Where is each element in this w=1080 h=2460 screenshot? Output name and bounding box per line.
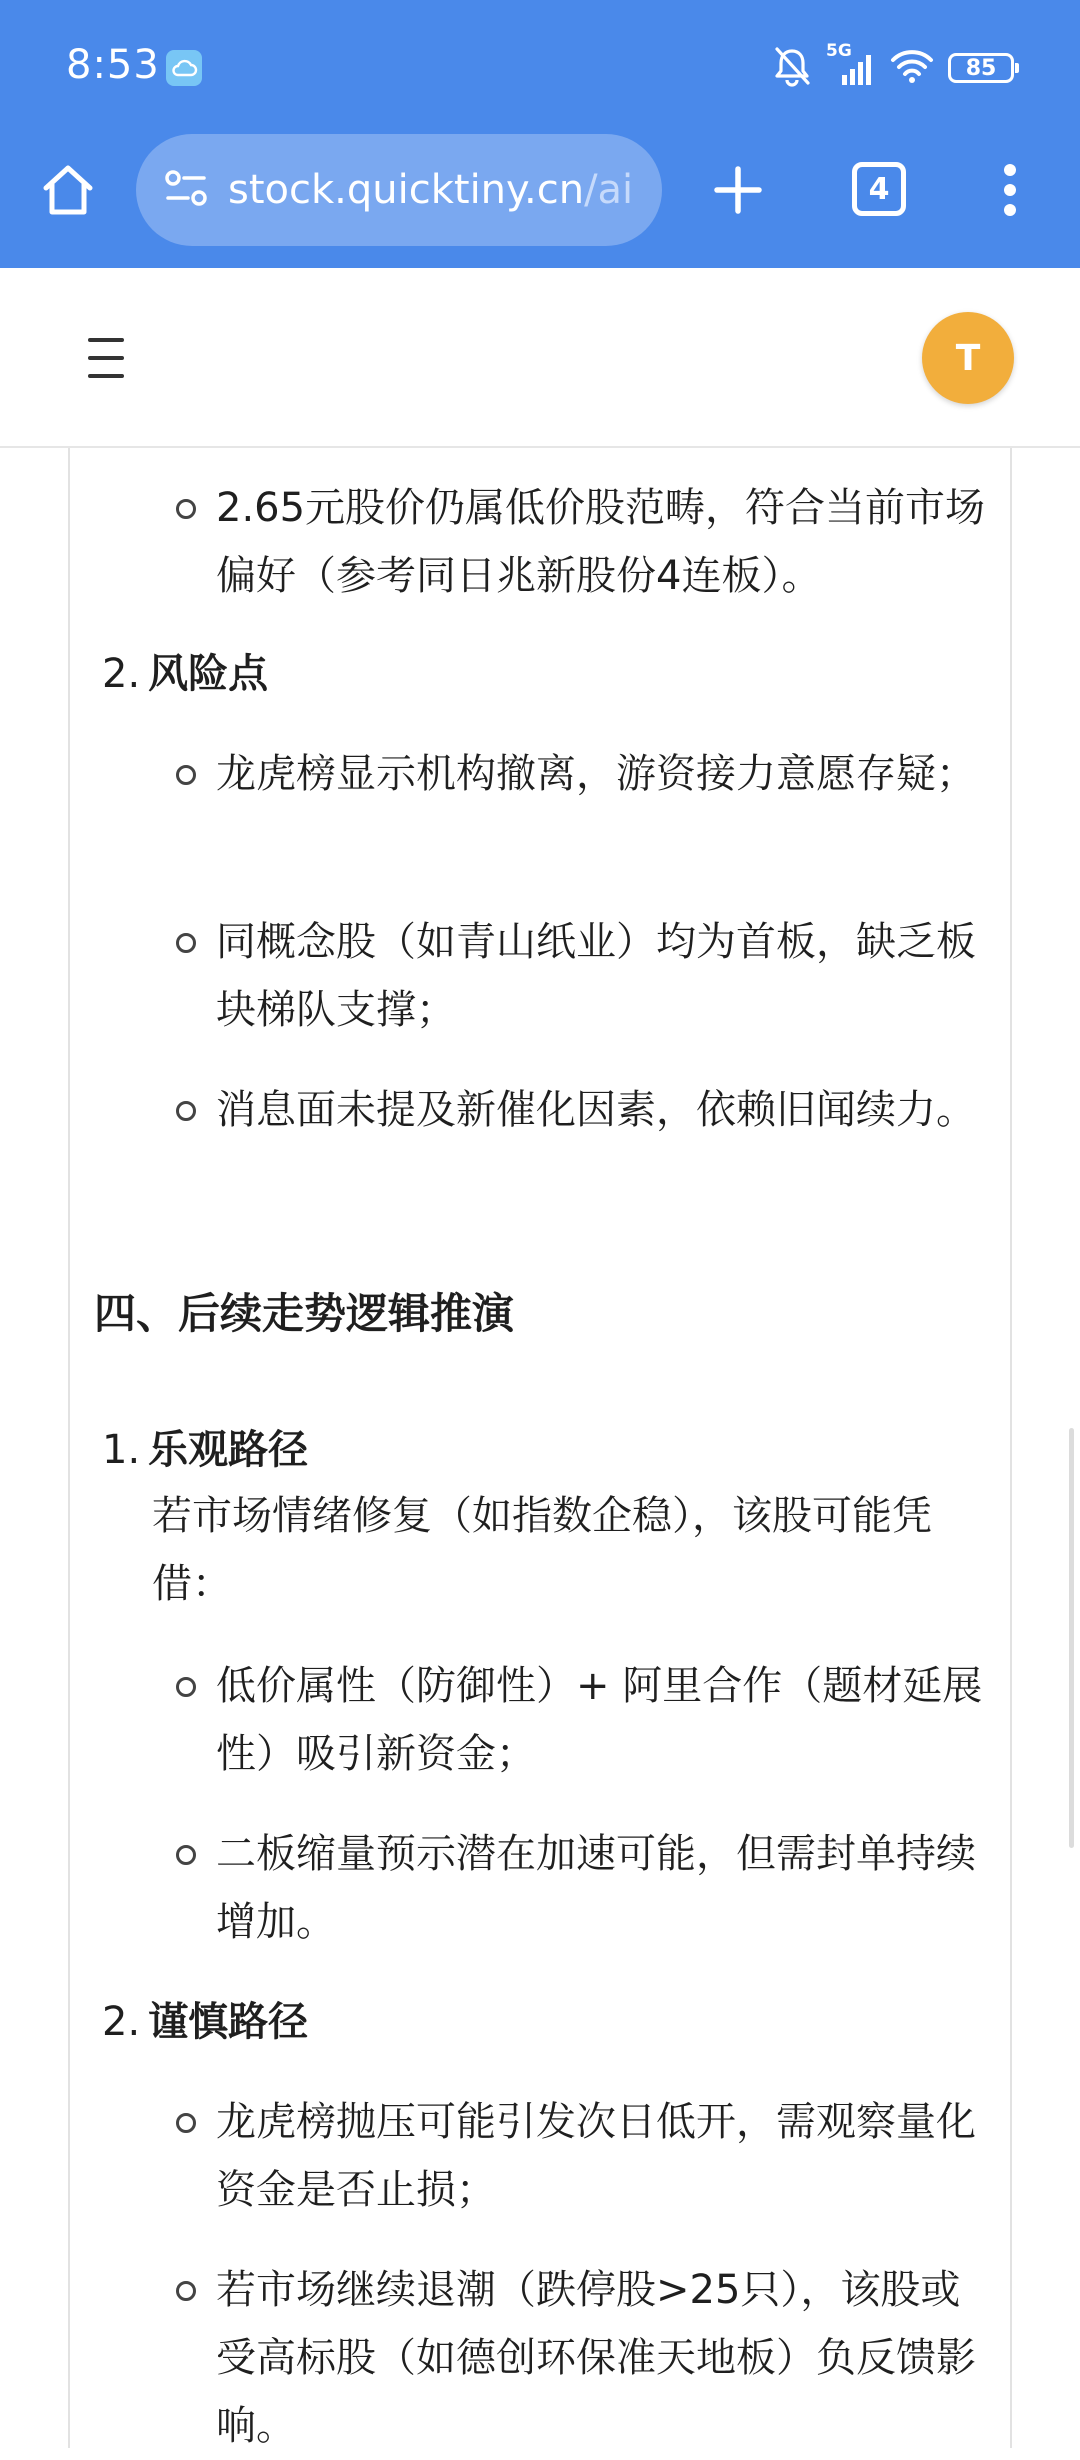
site-header (0, 268, 1080, 448)
avatar-letter: T (955, 337, 981, 379)
signal-5g-icon (826, 41, 876, 89)
browser-toolbar (0, 130, 1080, 250)
url-path: /ai (584, 167, 634, 213)
url-text[interactable] (228, 167, 633, 213)
browser-chrome (0, 0, 1080, 268)
status-time: 8:53 (66, 42, 160, 88)
url-host: stock.quicktiny.cn (228, 167, 585, 213)
section-heading: 四、后续走势逻辑推演 (94, 1289, 515, 1338)
new-tab-button[interactable] (706, 158, 770, 222)
numbered-item-cautious (102, 1988, 308, 2056)
home-icon (40, 162, 96, 218)
address-bar[interactable] (136, 134, 662, 246)
home-button[interactable] (36, 158, 100, 222)
list-item: 若市场继续退潮（跌停股>25只），该股或受高标股（如德创环保准天地板）负反馈影响。 (216, 2256, 986, 2460)
list-item: 消息面未提及新催化因素，依赖旧闻续力。 (216, 1076, 986, 1144)
tab-count: 4 (868, 171, 890, 207)
article-content (0, 448, 1080, 2449)
list-item: 同概念股（如青山纸业）均为首板，缺乏板块梯队支撑； (216, 908, 986, 1044)
list-item: 龙虎榜显示机构撤离，游资接力意愿存疑； (216, 740, 986, 808)
numbered-item-optimistic (102, 1416, 308, 1484)
item-number: 2. (102, 1999, 141, 2045)
cloud-notification-icon (166, 50, 202, 86)
item-number: 2. (102, 651, 141, 697)
bell-muted-icon (772, 45, 812, 91)
list-item: 2.65元股价仍属低价股范畴，符合当前市场偏好（参考同日兆新股份4连板）。 (216, 474, 986, 610)
tab-switcher-button[interactable] (852, 162, 906, 216)
site-settings-icon[interactable] (164, 168, 208, 212)
list-item: 二板缩量预示潜在加速可能，但需封单持续增加。 (216, 1820, 986, 1956)
paragraph: 若市场情绪修复（如指数企稳），该股可能凭借： (152, 1493, 932, 1607)
battery-level: 85 (965, 55, 997, 81)
numbered-item-risk (102, 640, 268, 708)
item-title: 乐观路径 (148, 1427, 309, 1473)
item-title: 谨慎路径 (148, 1999, 309, 2045)
more-vert-icon (1002, 163, 1018, 217)
user-avatar[interactable] (922, 312, 1014, 404)
list-item: 龙虎榜抛压可能引发次日低开，需观察量化资金是否止损； (216, 2088, 986, 2224)
browser-menu-button[interactable] (986, 158, 1034, 222)
wifi-icon (890, 48, 934, 88)
item-title: 风险点 (148, 651, 269, 697)
network-type-label: 5G (826, 41, 852, 61)
scrollbar-thumb[interactable] (1069, 1428, 1074, 1848)
plus-icon (713, 165, 763, 215)
status-bar (0, 0, 1080, 138)
item-number: 1. (102, 1427, 141, 1473)
status-icons (772, 41, 1014, 92)
hamburger-menu-icon[interactable] (88, 338, 138, 378)
battery-indicator (948, 53, 1014, 83)
list-item: 低价属性（防御性）+ 阿里合作（题材延展性）吸引新资金； (216, 1652, 986, 1788)
